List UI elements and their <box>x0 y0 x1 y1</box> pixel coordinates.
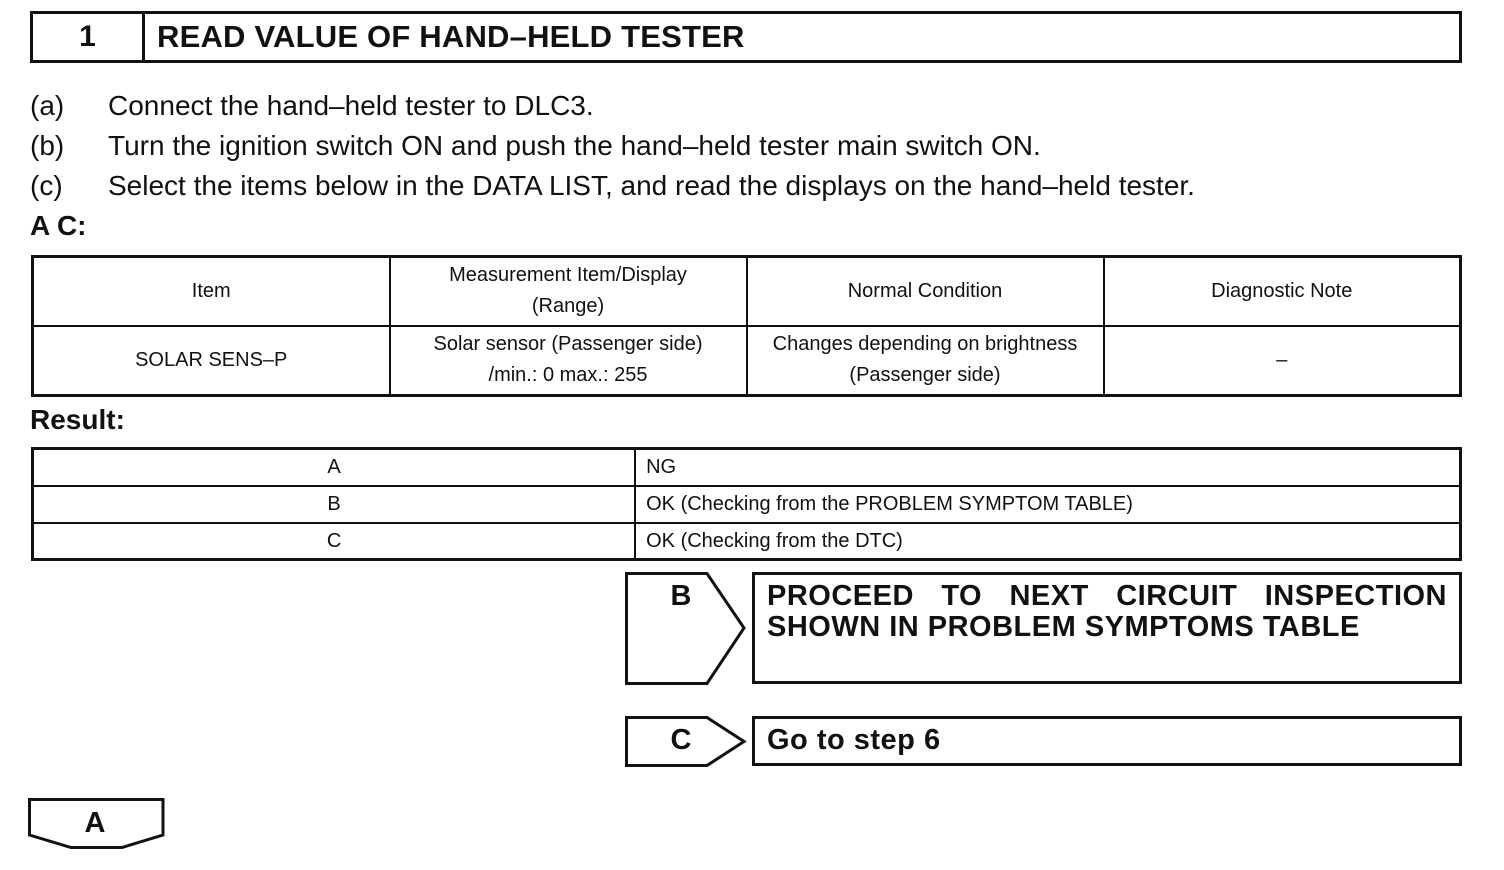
instruction-label: (b) <box>30 130 65 161</box>
table-header-row <box>33 257 1461 326</box>
cell-measurement <box>390 326 747 396</box>
step-header <box>30 11 1462 63</box>
branch-b-text-line2: SHOWN IN PROBLEM SYMPTOMS TABLE <box>767 611 1360 644</box>
result-table <box>31 447 1462 561</box>
instruction-text: Connect the hand–held tester to DLC3. <box>108 90 594 121</box>
branch-b-arrow <box>625 572 747 685</box>
result-code: B <box>33 486 636 523</box>
branch-b-text-line1: PROCEED TO NEXT CIRCUIT INSPECTION <box>767 580 1447 612</box>
header-measurement <box>390 257 747 326</box>
instruction-c <box>30 170 1195 202</box>
header-diagnostic-note: Diagnostic Note <box>1104 257 1461 326</box>
ac-label: A C: <box>30 210 87 241</box>
step-number: 1 <box>33 14 145 60</box>
branch-a-letter: A <box>84 807 106 839</box>
cell-item: SOLAR SENS–P <box>33 326 390 396</box>
header-measurement-line1: Measurement Item/Display <box>449 264 687 287</box>
branch-c-letter: C <box>670 724 692 756</box>
result-code: A <box>33 449 636 486</box>
instruction-label: (a) <box>30 90 65 121</box>
result-code: C <box>33 523 636 560</box>
branch-b-letter: B <box>670 580 692 612</box>
table-row <box>33 449 1461 486</box>
instruction-label: (c) <box>30 170 63 201</box>
result-desc: NG <box>635 449 1460 486</box>
cell-measurement-line1: Solar sensor (Passenger side) <box>433 333 703 356</box>
branch-c-action <box>752 716 1462 766</box>
cell-normal-line2: (Passenger side) <box>849 364 1001 387</box>
header-measurement-line2: (Range) <box>531 295 605 318</box>
branch-c-arrow <box>625 716 747 767</box>
table-row <box>33 486 1461 523</box>
table-row <box>33 523 1461 560</box>
cell-measurement-line2: /min.: 0 max.: 255 <box>488 364 648 387</box>
data-list-table <box>31 255 1462 397</box>
result-label: Result: <box>30 404 125 435</box>
instruction-text: Turn the ignition switch ON and push the hand–held tester main switch ON. <box>108 130 1041 161</box>
branch-c-text: Go to step 6 <box>767 724 941 757</box>
cell-normal-condition <box>747 326 1104 396</box>
instruction-text: Select the items below in the DATA LIST, and read the displays on the hand–held tester. <box>108 170 1195 201</box>
result-desc: OK (Checking from the DTC) <box>635 523 1460 560</box>
cell-diagnostic-note: – <box>1104 326 1461 396</box>
header-item: Item <box>33 257 390 326</box>
step-title: READ VALUE OF HAND–HELD TESTER <box>157 19 745 54</box>
result-desc: OK (Checking from the PROBLEM SYMPTOM TABLE) <box>635 486 1460 523</box>
instruction-a <box>30 90 594 122</box>
cell-normal-line1: Changes depending on brightness <box>772 333 1078 356</box>
instruction-b <box>30 130 1041 162</box>
table-row <box>33 326 1461 396</box>
header-normal-condition: Normal Condition <box>747 257 1104 326</box>
branch-b-action <box>752 572 1462 684</box>
branch-a-arrow <box>28 798 166 850</box>
